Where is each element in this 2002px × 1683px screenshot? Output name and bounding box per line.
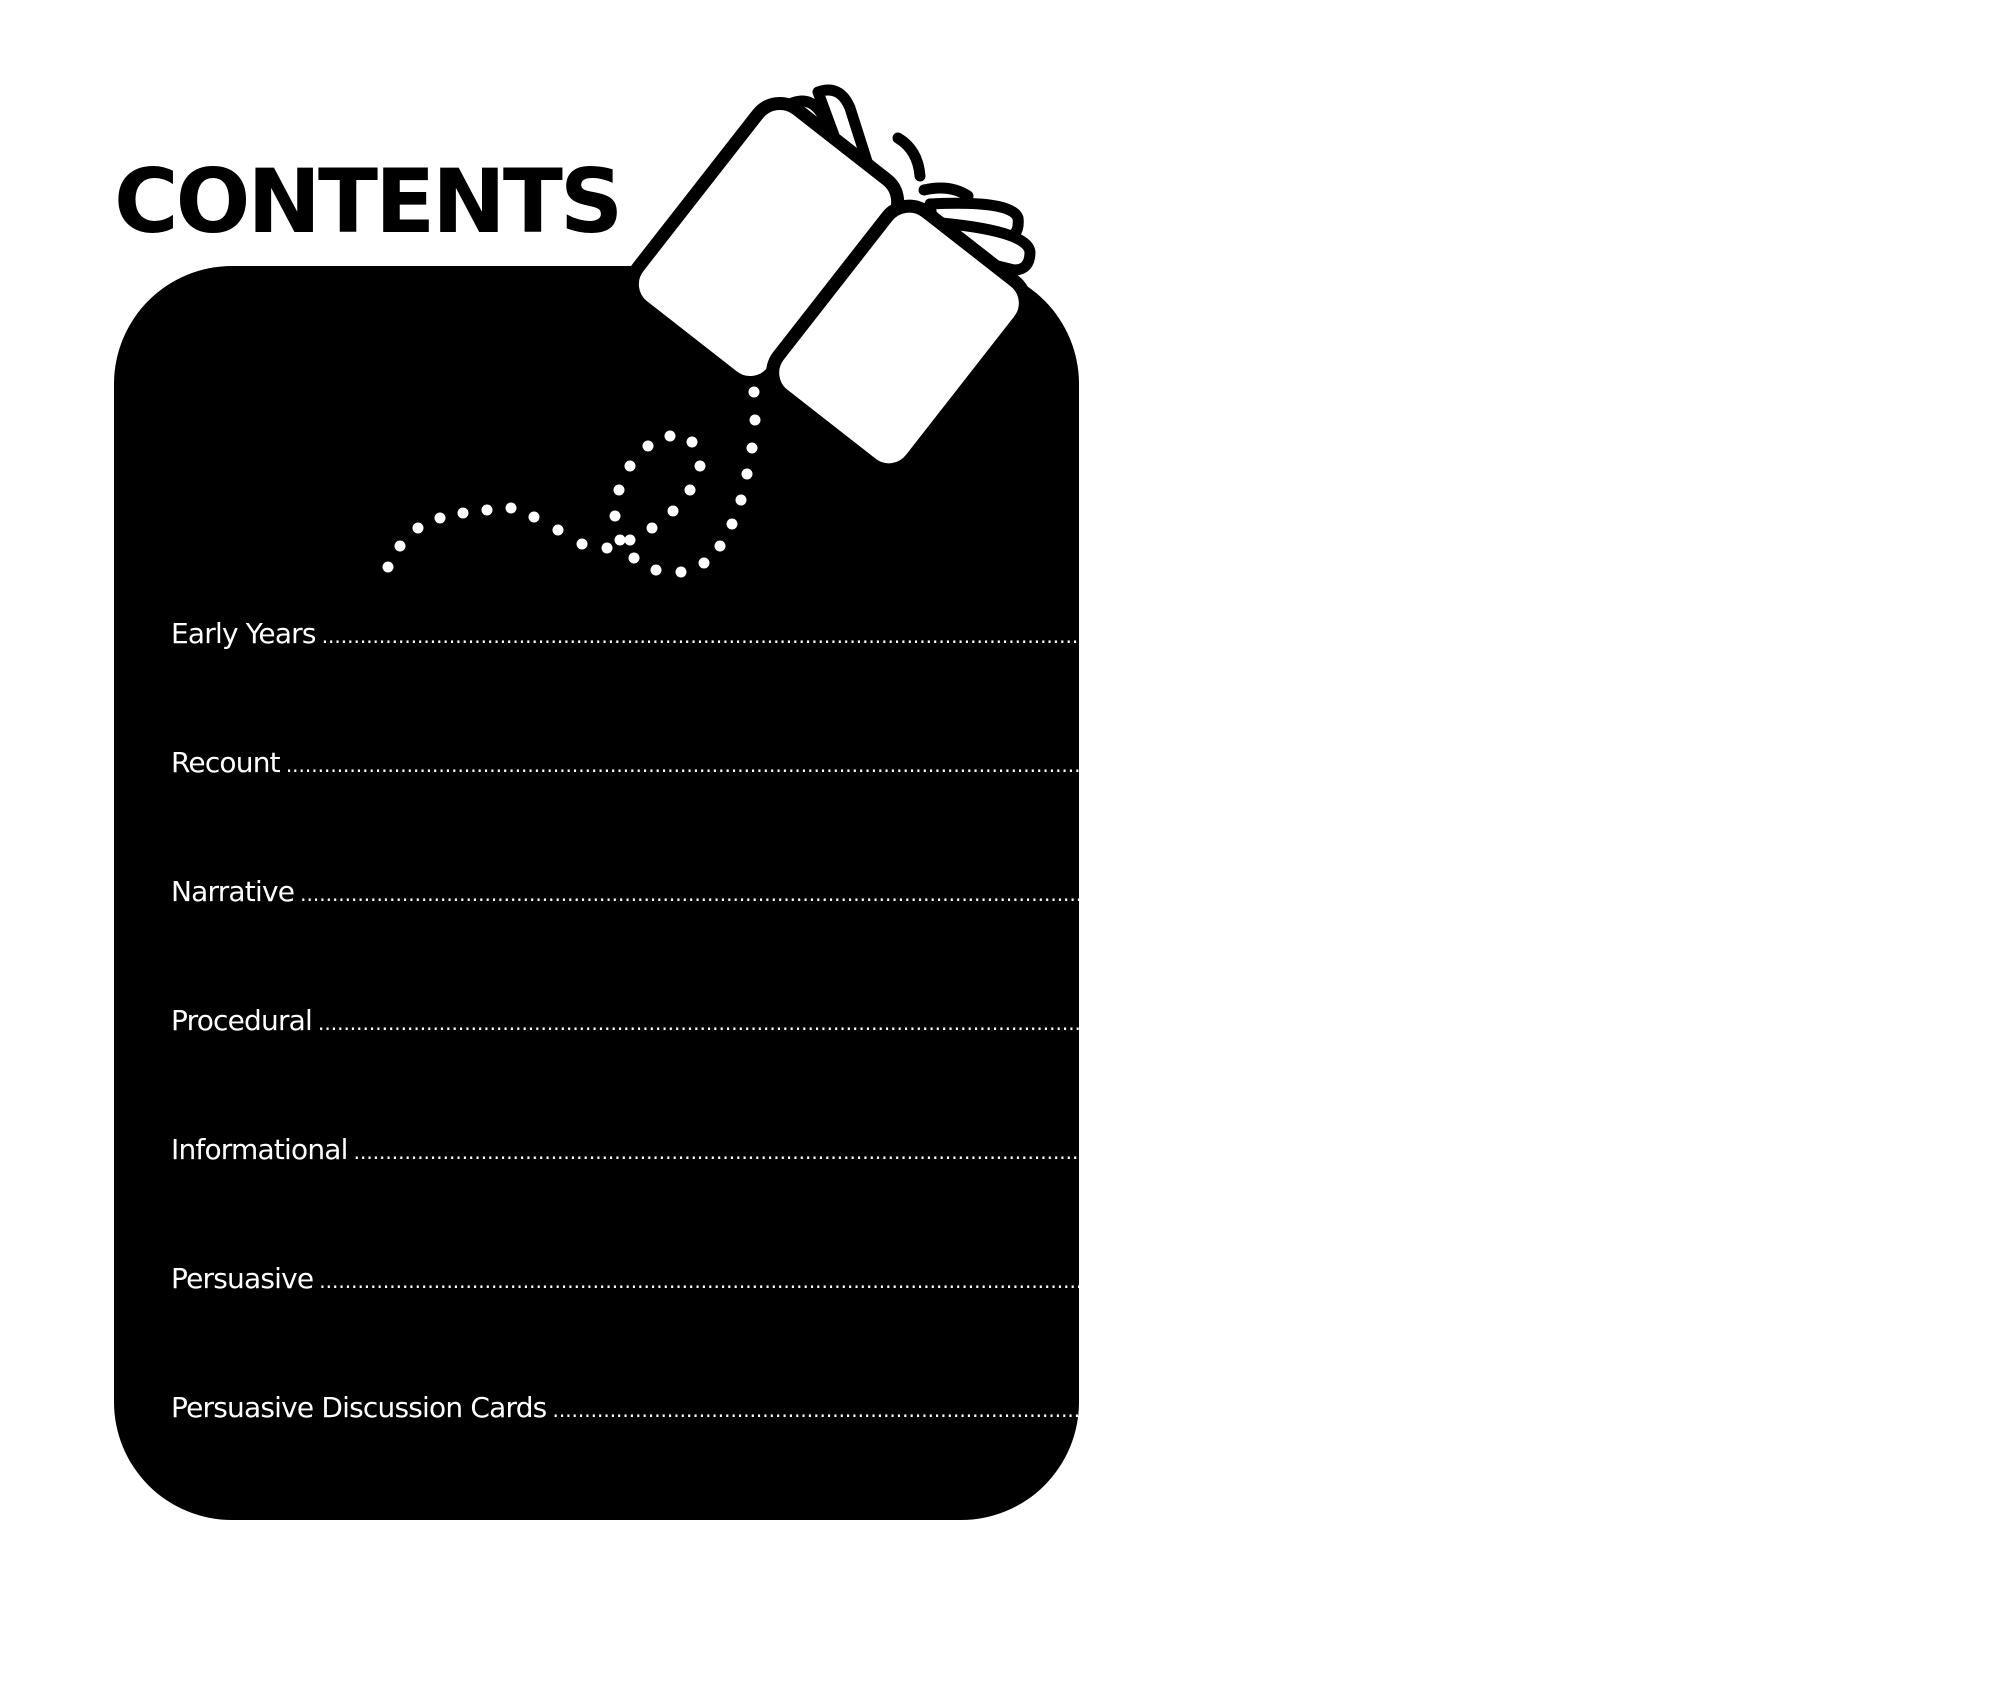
toc-leader-dots: ..............................................................................................................................................................................................................................: [300, 882, 1712, 906]
page-title: CONTENTS: [114, 150, 621, 253]
toc-page-number: 70: [1967, 1391, 2002, 1424]
toc-entry-label: Narrative: [171, 875, 295, 908]
toc-entry-persuasive[interactable]: [171, 1262, 1769, 1394]
toc-entry-procedural[interactable]: [171, 1004, 1768, 1136]
toc-entry-narrative[interactable]: [171, 875, 1750, 1007]
toc-entry-label: Persuasive Discussion Cards: [171, 1391, 547, 1424]
toc-entry-recount[interactable]: [171, 746, 1736, 878]
toc-list: [171, 617, 2002, 1523]
toc-leader-dots: ..............................................................................................................................................................................................................................: [552, 1398, 1964, 1422]
toc-entry-label: Recount: [171, 746, 280, 779]
toc-entry-label: Procedural: [171, 1004, 313, 1037]
toc-entry-label: Informational: [171, 1133, 348, 1166]
toc-entry-persuasive-discussion-cards[interactable]: [171, 1391, 2002, 1523]
toc-leader-dots: ..............................................................................................................................................................................................................................: [285, 753, 1698, 777]
toc-leader-dots: ..............................................................................................................................................................................................................................: [321, 624, 1734, 648]
toc-entry-informational[interactable]: [171, 1133, 1804, 1265]
toc-entry-label: Persuasive: [171, 1262, 314, 1295]
toc-page-number: 37: [1733, 1004, 1768, 1037]
toc-page-number: 6: [1737, 617, 1755, 650]
toc-leader-dots: ..............................................................................................................................................................................................................................: [318, 1011, 1730, 1035]
toc-entry-label: Early Years: [171, 617, 316, 650]
toc-page-number: 55: [1734, 1262, 1769, 1295]
toc-leader-dots: ..............................................................................................................................................................................................................................: [319, 1269, 1731, 1293]
toc-page-number: 17: [1701, 746, 1736, 779]
open-book-icon: [621, 90, 1037, 481]
toc-entry-early-years[interactable]: [171, 617, 1755, 749]
toc-page-number: 23: [1715, 875, 1750, 908]
toc-leader-dots: ..............................................................................................................................................................................................................................: [353, 1140, 1765, 1164]
toc-page-number: 44: [1768, 1133, 1804, 1166]
dotted-swirl-trail: [383, 387, 761, 578]
